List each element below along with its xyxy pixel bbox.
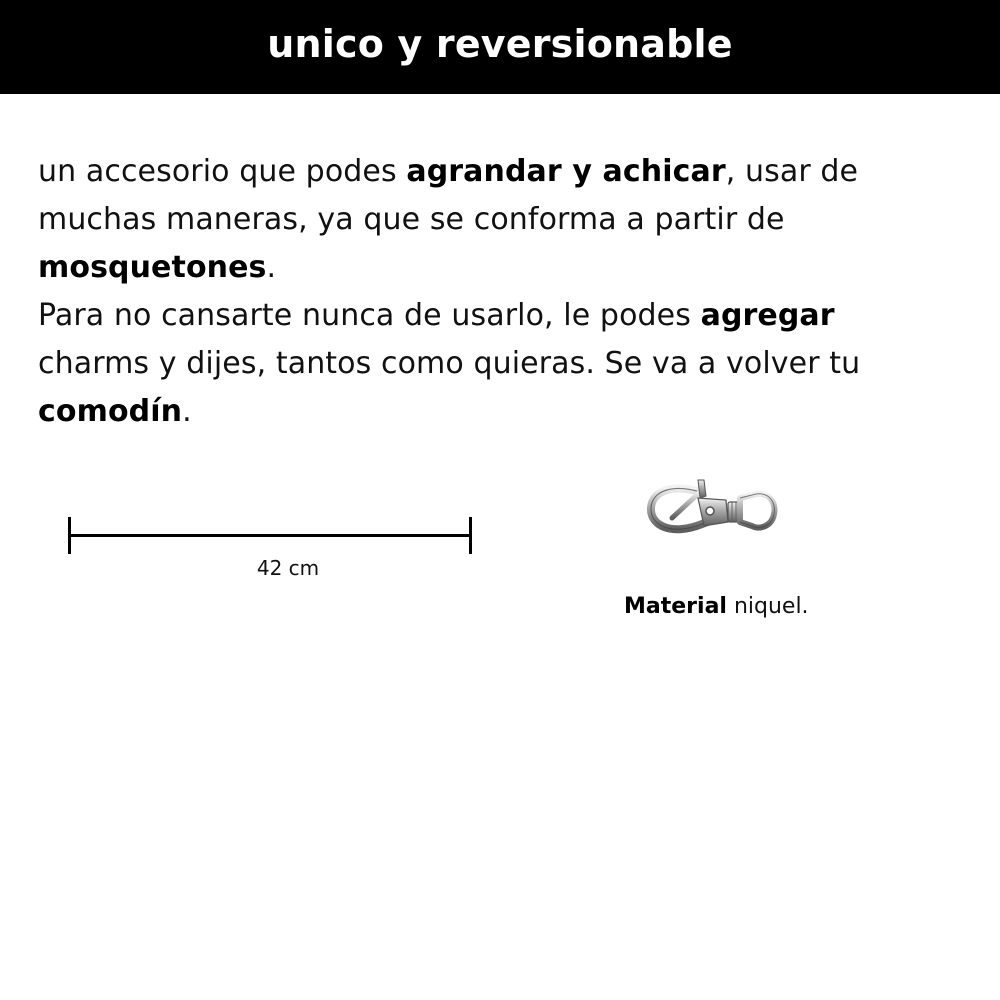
material-value: niquel. [726, 594, 809, 619]
description-text: charms y dijes, tantos como quieras. Se va a volver tu [38, 346, 861, 381]
description-emphasis: agregar [700, 298, 835, 333]
description-text: muchas maneras, ya que se conforma a partir de [38, 202, 785, 237]
description-line-2 [38, 196, 968, 244]
measure-tick-right [469, 517, 472, 554]
description-emphasis: mosquetones [38, 250, 267, 285]
measure-bar [68, 534, 472, 537]
description-line-5 [38, 340, 968, 388]
description-emphasis: comodín [38, 394, 183, 429]
description-text: . [182, 394, 192, 429]
description-emphasis: agrandar y achicar [406, 154, 726, 189]
length-measure-line [68, 515, 472, 555]
description-text: . [266, 250, 277, 285]
material-label: Material [624, 594, 727, 619]
banner-title: unico y reversionable [267, 22, 733, 66]
description-line-1 [38, 148, 968, 196]
swivel-clasp-icon [644, 478, 778, 540]
material-caption [624, 594, 809, 619]
header-banner [0, 0, 1000, 94]
product-description [38, 148, 968, 436]
description-line-4 [38, 292, 968, 340]
description-text: Para no cansarte nunca de usarlo, le podes [38, 298, 701, 333]
length-label: 42 cm [256, 556, 320, 580]
description-text: un accesorio que podes [38, 154, 407, 189]
description-line-6 [38, 388, 968, 436]
description-text: , usar de [725, 154, 859, 189]
description-line-3 [38, 244, 968, 292]
